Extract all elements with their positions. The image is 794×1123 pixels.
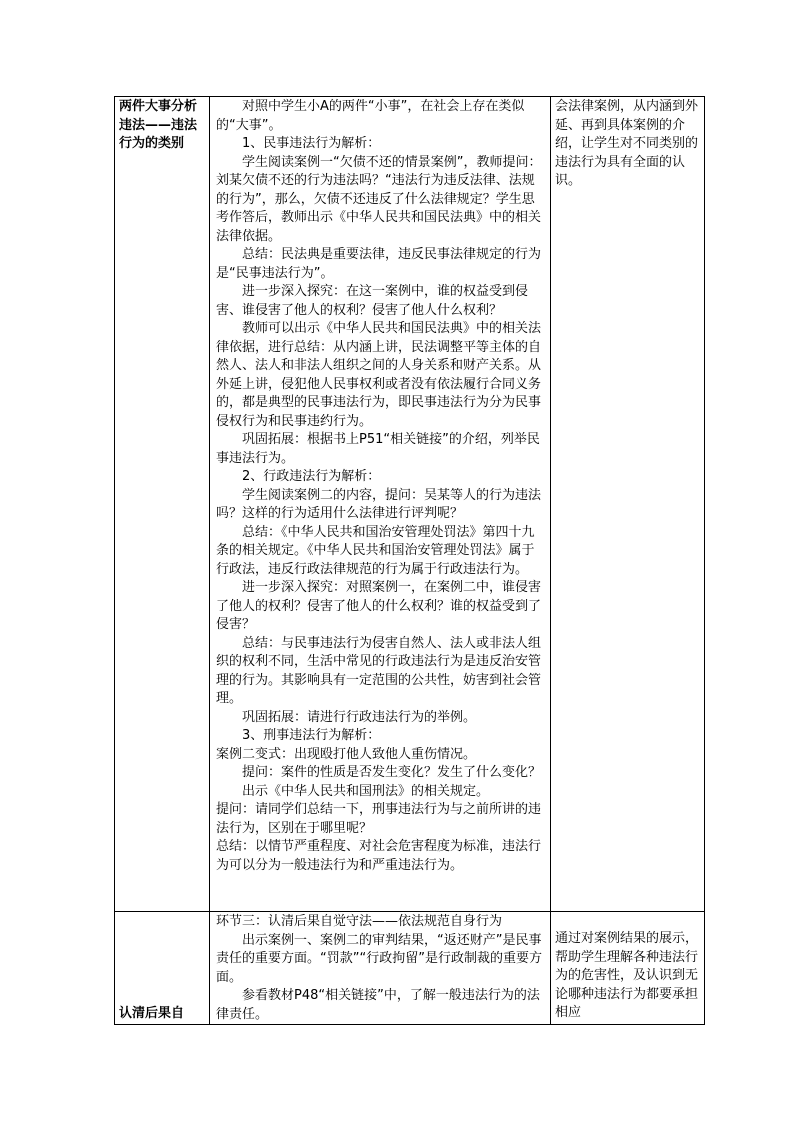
- paragraph: 环节三：认清后果自觉守法——依法规范自身行为: [216, 914, 503, 929]
- paragraph: 学生阅读案例二的内容，提问：吴某等人的行为违法吗？这样的行为适用什么法律进行评判呢？: [216, 487, 542, 521]
- activity-cell: [210, 97, 551, 912]
- paragraph: 进一步深入探究：在这一案例中，谁的权益受到侵害、谁侵害了他人的权利？侵害了他人什么权利？: [216, 284, 529, 318]
- paragraph: 进一步深入探究：对照案例一，在案例二中，谁侵害了他人的权利？侵害了他人的什么权利？谁的权益受到了侵害？: [216, 580, 542, 632]
- paragraph: 巩固拓展：请进行行政违法行为的举例。: [242, 709, 477, 725]
- paragraph: 案例二变式：出现殴打他人致他人重伤情况。: [216, 746, 477, 762]
- paragraph: 总结：与民事违法行为侵害自然人、法人或非法人组织的权利不同，生活中常见的行政违法行为是违反治安管理的行为。其影响具有一定范围的公共性，妨害到社会管理。: [216, 635, 542, 706]
- section-title-cell: [115, 912, 210, 1025]
- paragraph: 对照中学生小A的两件“小事”，在社会上存在类似的“大事”。: [216, 99, 525, 133]
- paragraph: 提问：案件的性质是否发生变化？发生了什么变化？: [242, 765, 542, 780]
- table-row: [115, 912, 705, 1025]
- intent-cell: [551, 912, 705, 1025]
- activity-cell: [210, 912, 551, 1025]
- paragraph: 1、民事违法行为解析：: [242, 136, 381, 151]
- activity-paragraphs: [216, 913, 547, 1024]
- paragraph: 3、刑事违法行为解析：: [242, 728, 381, 743]
- paragraph: 出示案例一、案例二的审判结果，“返还财产”是民事责任的重要方面。“罚款”“行政拘留”是行政制裁的重要方面。: [216, 932, 542, 985]
- section-title-cell: [115, 97, 210, 912]
- paragraph: 总结：《中华人民共和国治安管理处罚法》第四十九条的相关规定。《中华人民共和国治安管理处罚法》属于行政法，违反行政法律规范的行为属于行政违法行为。: [216, 524, 535, 577]
- intent-cell: [551, 97, 705, 912]
- paragraph: 提问：请同学们总结一下，刑事违法行为与之前所讲的违法行为，区别在于哪里呢？: [216, 802, 542, 836]
- table-row: [115, 97, 705, 912]
- paragraph: 2、行政违法行为解析：: [242, 469, 381, 484]
- paragraph: 总结：以情节严重程度、对社会危害程度为标准，违法行为可以分为一般违法行为和严重违法行为。: [216, 839, 542, 873]
- lesson-plan-table: [114, 96, 705, 1025]
- activity-paragraphs: [216, 98, 547, 875]
- section-title: 认清后果自: [119, 1005, 185, 1021]
- paragraph: 出示《中华人民共和国刑法》的相关规定。: [242, 783, 490, 799]
- paragraph: 学生阅读案例一“欠债不还的情景案例”，教师提问：刘某欠债不还的行为违法吗？“违法行为违反法律、法规的行为”，那么，欠债不还违反了什么法律规定？学生思考作答后，教师出示《中华人民共和国民法典》中的相关法律依据。: [216, 154, 542, 244]
- section-title: 两件大事分析违法——违法行为的类别: [119, 99, 198, 151]
- design-intent: 会法律案例，从内涵到外延、再到具体案例的介绍，让学生对不同类别的违法行为具有全面的认识。: [555, 99, 699, 188]
- paragraph: 总结：民法典是重要法律，违反民事法律规定的行为是“民事违法行为”。: [216, 247, 542, 281]
- design-intent: 通过对案例结果的展示，帮助学生理解各种违法行为的危害性，及认识到无论哪种违法行为都要承担相应: [555, 931, 699, 1020]
- paragraph: 教师可以出示《中华人民共和国民法典》中的相关法律依据，进行总结：从内涵上讲，民法调整平等主体的自然人、法人和非法人组织之间的人身关系和财产关系。从外延上讲，侵犯他人民事权利或者没有依法履行合同义务的，都是典型的民事违法行为，即民事违法行为分为民事侵权行为和民事违约行为。: [216, 321, 542, 429]
- paragraph: 参看教材P48“相关链接”中，了解一般违法行为的法律责任。: [216, 988, 540, 1022]
- paragraph: 巩固拓展：根据书上P51“相关链接”的介绍，列举民事违法行为。: [216, 432, 540, 466]
